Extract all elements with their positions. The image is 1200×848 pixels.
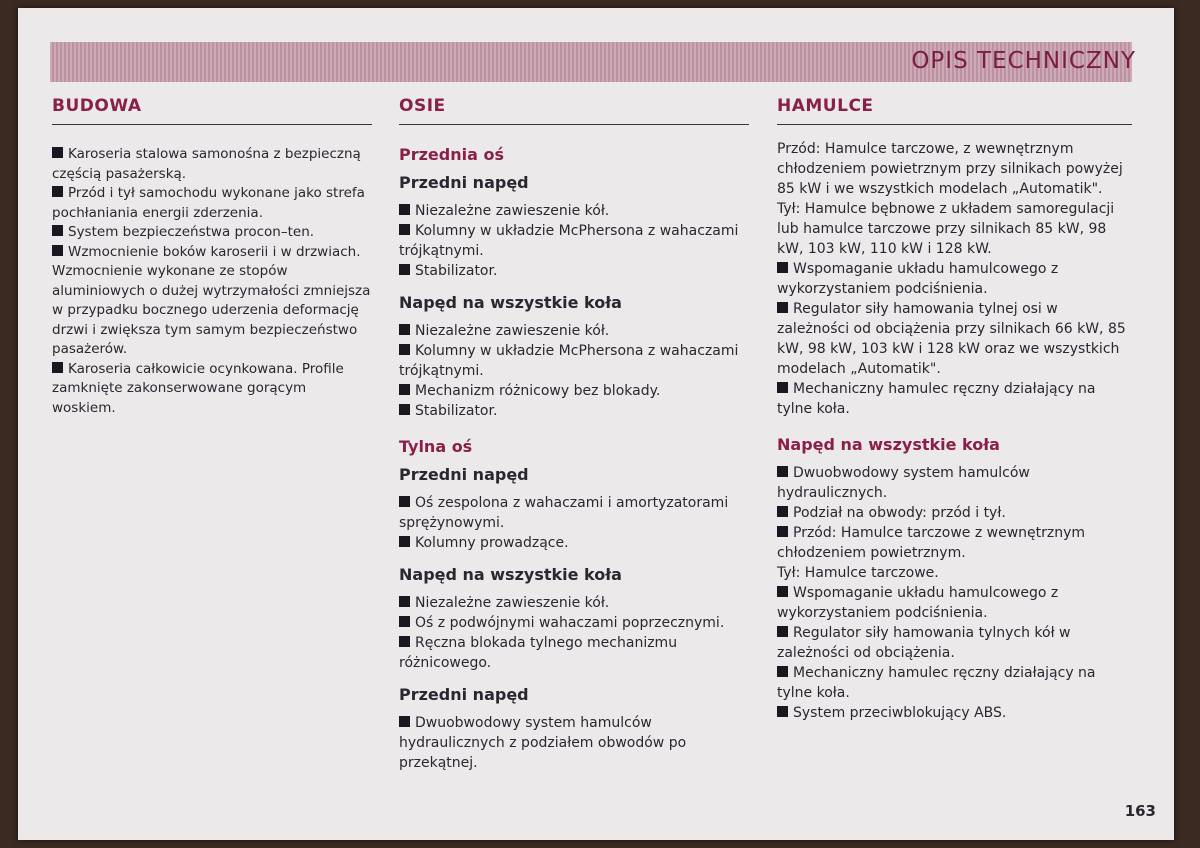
bullet-icon (399, 324, 410, 335)
bullet-icon (777, 526, 788, 537)
bullet-icon (399, 264, 410, 275)
subsection-title-rear-axle: Tylna oś (399, 437, 473, 456)
bullet-icon (777, 706, 788, 717)
subsection-title: Napęd na wszystkie koła (399, 293, 622, 312)
bullet-icon (399, 536, 410, 547)
bullet-icon (52, 362, 63, 373)
list-item: System bezpieczeństwa procon–ten. (52, 223, 372, 243)
section-heading-hamulce: HAMULCE (777, 96, 1132, 125)
bullet-icon (399, 384, 410, 395)
bullet-icon (399, 636, 410, 647)
section-heading-budowa: BUDOWA (52, 96, 372, 125)
bullet-icon (777, 302, 788, 313)
list-item: Karoseria stalowa samonośna z bezpieczną częścią pasażerską. (52, 146, 361, 182)
list-item: Stabilizator. (399, 261, 749, 281)
manual-page (18, 8, 1174, 840)
bullet-icon (777, 382, 788, 393)
list-item: Niezależne zawieszenie kół. (399, 201, 749, 221)
list-item: Dwuobwodowy system hamulców hydraulicznych z podziałem obwodów po przekątnej. (399, 715, 687, 771)
list-item: Podział na obwody: przód i tył. (777, 503, 1132, 523)
list-item: Karoseria całkowicie ocynkowana. Profile zamknięte zakonserwowane gorącym woskiem. (52, 360, 344, 416)
list-item: Dwuobwodowy system hamulców hydraulicznych. (777, 465, 1030, 501)
column-budowa (52, 96, 372, 418)
bullet-icon (52, 147, 63, 158)
list-item: Przód: Hamulce tarczowe z wewnętrznym chłodzeniem powietrznym. (777, 525, 1086, 561)
list-item: Wspomaganie układu hamulcowego z wykorzystaniem podciśnienia. (777, 261, 1059, 297)
list-item: Mechaniczny hamulec ręczny działający na tylne koła. (777, 381, 1096, 417)
bullet-icon (777, 466, 788, 477)
bullet-icon (777, 506, 788, 517)
column-osie (399, 96, 749, 773)
paragraph: Tył: Hamulce bębnowe z układem samoregulacji lub hamulce tarczowe przy silnikach 85 kW, 98 kW, 103 kW, 110 kW i 128 kW. (777, 201, 1115, 257)
list-item: Przód i tył samochodu wykonane jako strefa pochłaniania energii zderzenia. (52, 185, 365, 221)
subsection-title: Przedni napęd (399, 685, 529, 704)
subsection-title-awd-brakes: Napęd na wszystkie koła (777, 435, 1000, 454)
bullet-icon (777, 586, 788, 597)
page-title: OPIS TECHNICZNY (911, 48, 1136, 74)
list-item: Oś zespolona z wahaczami i amortyzatorami sprężynowymi. (399, 495, 729, 531)
bullet-icon (399, 404, 410, 415)
bullet-icon (52, 186, 63, 197)
subsection-title: Przedni napęd (399, 465, 529, 484)
bullet-icon (399, 496, 410, 507)
subsection-title: Napęd na wszystkie koła (399, 565, 622, 584)
paragraph: Przód: Hamulce tarczowe, z wewnętrznym chłodzeniem powietrznym przy silnikach powyżej 85 kW i we wszystkich modelach „Automatik". (777, 141, 1123, 197)
list-item: Mechanizm różnicowy bez blokady. (399, 381, 749, 401)
list-item: Kolumny w układzie McPhersona z wahaczami trójkątnymi. (399, 223, 739, 259)
section-heading-osie: OSIE (399, 96, 749, 125)
list-item: System przeciwblokujący ABS. (777, 703, 1132, 723)
list-item: Regulator siły hamowania tylnej osi w zależności od obciążenia przy silnikach 66 kW, 85 kW, 98 kW, 103 kW i 128 kW oraz we wszystkich modelach „Automatik". (777, 301, 1126, 377)
bullet-icon (399, 344, 410, 355)
bullet-icon (777, 262, 788, 273)
list-item: Kolumny w układzie McPhersona z wahaczami trójkątnymi. (399, 343, 739, 379)
bullet-icon (399, 204, 410, 215)
column-hamulce (777, 96, 1132, 723)
list-item: Ręczna blokada tylnego mechanizmu różnicowego. (399, 635, 678, 671)
list-item: Niezależne zawieszenie kół. (399, 593, 749, 613)
list-item: Wspomaganie układu hamulcowego z wykorzystaniem podciśnienia. (777, 585, 1059, 621)
paragraph: Tył: Hamulce tarczowe. (777, 565, 939, 581)
subsection-title: Przedni napęd (399, 173, 529, 192)
bullet-icon (399, 596, 410, 607)
subsection-title-front-axle: Przednia oś (399, 145, 504, 164)
page-number: 163 (1124, 802, 1156, 820)
bullet-icon (399, 224, 410, 235)
bullet-icon (399, 716, 410, 727)
bullet-icon (52, 225, 63, 236)
list-item: Niezależne zawieszenie kół. (399, 321, 749, 341)
list-item: Wzmocnienie boków karoserii i w drzwiach. Wzmocnienie wykonane ze stopów aluminiowych o dużej wytrzymałości zmniejsza w przypadku bocznego uderzenia deformację drzwi i zwiększa tym samym bezpieczeństwo pasażerów. (52, 243, 371, 357)
bullet-icon (52, 245, 63, 256)
list-item: Regulator siły hamowania tylnych kół w zależności od obciążenia. (777, 625, 1071, 661)
list-item: Stabilizator. (399, 401, 749, 421)
bullet-icon (399, 616, 410, 627)
bullet-icon (777, 666, 788, 677)
list-item: Mechaniczny hamulec ręczny działający na tylne koła. (777, 665, 1096, 701)
bullet-icon (777, 626, 788, 637)
list-item: Kolumny prowadzące. (399, 533, 749, 553)
list-item: Oś z podwójnymi wahaczami poprzecznymi. (399, 613, 749, 633)
